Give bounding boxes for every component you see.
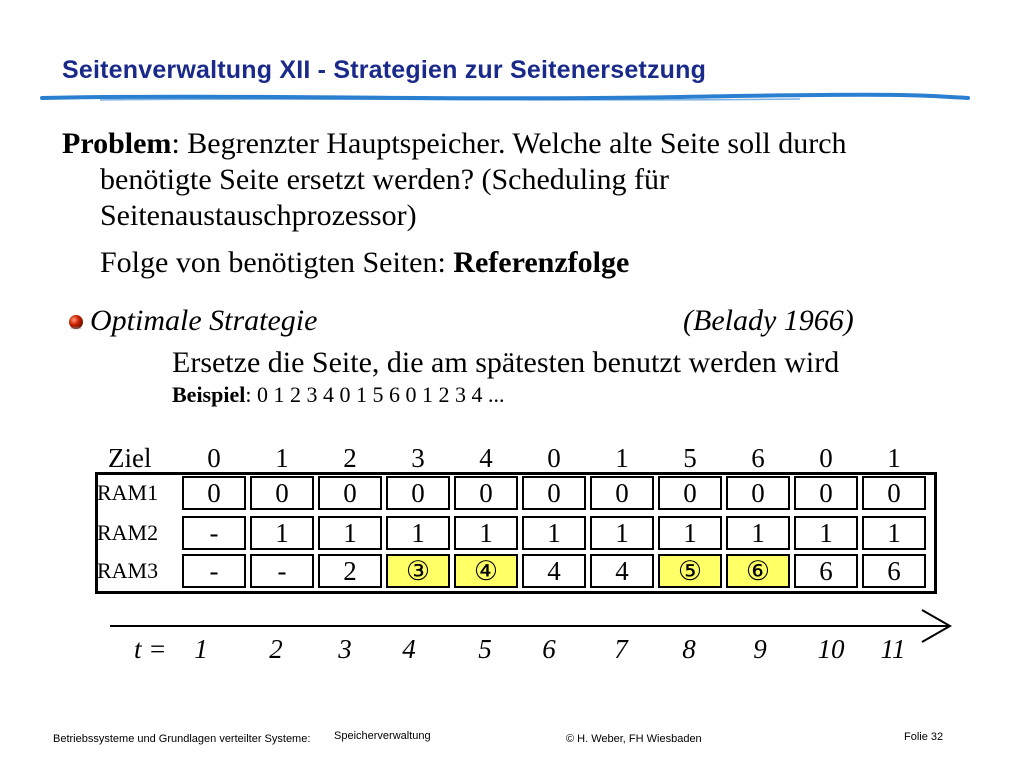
ram-cell: - xyxy=(182,516,246,550)
ram-row-label: RAM2 xyxy=(97,520,159,545)
example-line xyxy=(172,382,504,408)
time-value: 11 xyxy=(880,634,906,664)
ram-cell: - xyxy=(182,554,246,588)
reference-value: 1 xyxy=(615,443,629,473)
ram-cell: 0 xyxy=(658,476,722,510)
ram-cell: 0 xyxy=(590,476,654,510)
bullet-icon xyxy=(68,314,84,330)
ram-cell: 4 xyxy=(590,554,654,588)
reference-value: 6 xyxy=(751,443,765,473)
ram-cell: ⑥ xyxy=(726,554,790,588)
reference-value: 0 xyxy=(547,443,561,473)
reference-sequence-line xyxy=(100,245,629,281)
ram-cell: 6 xyxy=(862,554,926,588)
time-value: 3 xyxy=(338,634,352,664)
ziel-label: Ziel xyxy=(108,443,152,473)
strategy-heading: Optimale Strategie xyxy=(90,304,318,337)
ram-cell: 1 xyxy=(386,516,450,550)
ram-row-label: RAM1 xyxy=(97,480,159,505)
problem-line-2: benötigte Seite ersetzt werden? (Scheduling für xyxy=(100,163,669,196)
reference-value: 0 xyxy=(207,443,221,473)
footer-slide-number: Folie 32 xyxy=(904,731,944,743)
ram-cell: 6 xyxy=(794,554,858,588)
reference-value: 2 xyxy=(343,443,357,473)
ram-cell: 0 xyxy=(726,476,790,510)
ram-cell: 1 xyxy=(522,516,586,550)
ram-cell: 0 xyxy=(182,476,246,510)
slide-title: Seitenverwaltung XII - Strategien zur Seitenersetzung xyxy=(62,56,707,84)
time-value: 6 xyxy=(542,634,556,664)
reference-value: 1 xyxy=(275,443,289,473)
title-underline xyxy=(40,90,970,104)
ram-cell: 1 xyxy=(590,516,654,550)
strategy-description: Ersetze die Seite, die am spätesten benutzt werden wird xyxy=(172,346,840,379)
example-sequence: : 0 1 2 3 4 0 1 5 6 0 1 2 3 4 ... xyxy=(245,382,505,407)
time-value: 1 xyxy=(194,634,208,664)
ram-cell: ③ xyxy=(386,554,450,588)
time-value: 8 xyxy=(682,634,696,664)
time-value: 10 xyxy=(817,634,845,664)
ram-cell: 0 xyxy=(454,476,518,510)
ram-cell: 0 xyxy=(318,476,382,510)
footer-topic: Speicherverwaltung xyxy=(334,730,431,742)
ram-cell: 1 xyxy=(862,516,926,550)
ram-cell: ④ xyxy=(454,554,518,588)
ram-cell: 0 xyxy=(794,476,858,510)
ram-cell: 0 xyxy=(386,476,450,510)
ram-cell: 0 xyxy=(862,476,926,510)
time-value: 2 xyxy=(269,634,283,664)
ram-cell: ⑤ xyxy=(658,554,722,588)
ram-cell: 1 xyxy=(658,516,722,550)
strategy-citation: (Belady 1966) xyxy=(683,304,854,337)
time-value: 4 xyxy=(402,634,416,664)
ram-cell: 0 xyxy=(250,476,314,510)
problem-label: Problem xyxy=(62,127,172,160)
time-label: t = xyxy=(134,634,167,664)
footer-course: Betriebssysteme und Grundlagen verteilter Systeme: xyxy=(53,733,311,745)
ram-cell: 1 xyxy=(454,516,518,550)
ram-row-label: RAM3 xyxy=(97,558,159,583)
reference-value: 3 xyxy=(411,443,425,473)
ram-cell: 4 xyxy=(522,554,586,588)
ram-cell: 1 xyxy=(250,516,314,550)
time-value: 7 xyxy=(614,634,628,664)
ram-cell: 1 xyxy=(318,516,382,550)
footer-author: © H. Weber, FH Wiesbaden xyxy=(566,733,702,745)
example-label: Beispiel xyxy=(172,382,246,407)
ram-cell: 0 xyxy=(522,476,586,510)
reference-value: 4 xyxy=(479,443,493,473)
problem-line-1 xyxy=(62,126,847,162)
time-value: 5 xyxy=(478,634,492,664)
ram-cell: 2 xyxy=(318,554,382,588)
ram-cell: 1 xyxy=(794,516,858,550)
problem-line-3: Seitenaustauschprozessor) xyxy=(100,199,417,232)
ram-cell: 1 xyxy=(726,516,790,550)
ram-cell: - xyxy=(250,554,314,588)
reference-value: 5 xyxy=(683,443,697,473)
reference-sequence-term: Referenzfolge xyxy=(453,246,630,279)
reference-value: 0 xyxy=(819,443,833,473)
reference-sequence-prefix: Folge von benötigten Seiten: xyxy=(100,246,454,279)
problem-text: : Begrenzter Hauptspeicher. Welche alte Seite soll durch xyxy=(171,127,847,160)
time-value: 9 xyxy=(753,634,767,664)
reference-value: 1 xyxy=(887,443,901,473)
